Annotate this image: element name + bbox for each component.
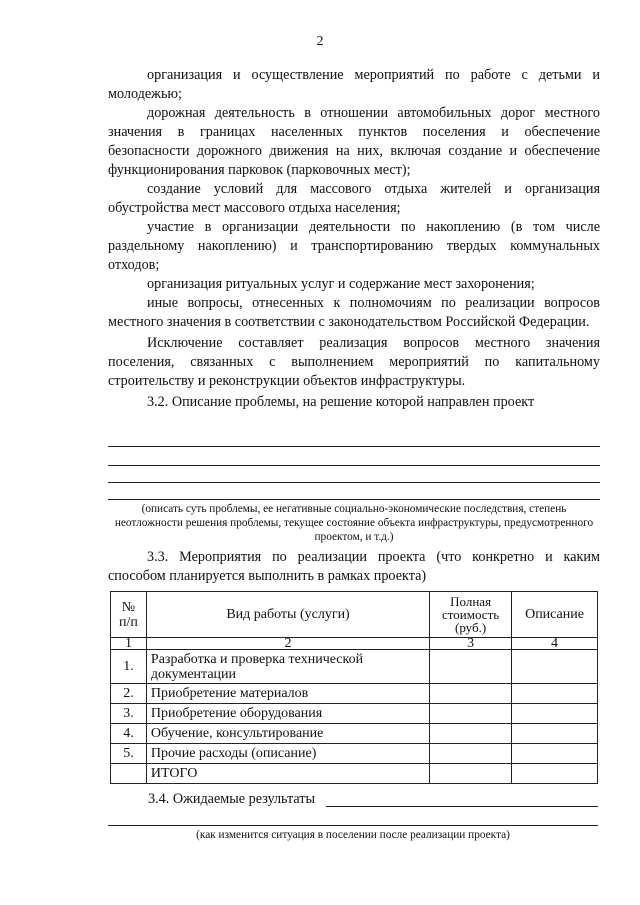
paragraph: организация и осуществление мероприятий по работе с детьми и молодежью;	[108, 67, 600, 102]
fill-line	[108, 482, 600, 483]
page-number: 2	[316, 34, 324, 49]
section-3-2-label: 3.2. Описание проблемы, на решение которой направлен проект	[147, 394, 535, 410]
table-row	[111, 744, 598, 764]
row-work: Приобретение оборудования	[146, 704, 429, 724]
row-cost	[430, 724, 512, 744]
paragraph: создание условий для массового отдыха жителей и организация обустройства мест массового отдыха населения;	[108, 181, 600, 216]
fill-line	[108, 465, 600, 466]
paragraph: участие в организации деятельности по накоплению (в том числе раздельному накоплению) и транспортированию твердых коммунальных отходов;	[108, 219, 600, 273]
header-num: № п/п	[111, 592, 147, 638]
row-work: Обучение, консультирование	[146, 724, 429, 744]
paragraph: иные вопросы, отнесенных к полномочиям по реализации вопросов местного значения в соответствии с законодательством Российской Федерации.	[108, 295, 600, 330]
row-num: 2.	[111, 684, 147, 704]
table-row	[111, 650, 598, 684]
row-cost	[430, 744, 512, 764]
document-body	[108, 66, 600, 412]
total-row	[111, 764, 598, 784]
row-cost	[430, 704, 512, 724]
total-label: ИТОГО	[146, 764, 429, 784]
header-description: Описание	[512, 592, 598, 638]
paragraph: Исключение составляет реализация вопросов местного значения поселения, связанных с выполнением мероприятий по капитальному строительству и реконструкции объектов инфраструктуры.	[108, 335, 600, 389]
total-cost	[430, 764, 512, 784]
fill-line	[108, 499, 600, 500]
table-header-row	[111, 592, 598, 638]
header-work: Вид работы (услуги)	[146, 592, 429, 638]
row-work: Разработка и проверка технической документации	[146, 650, 429, 684]
row-work: Приобретение материалов	[146, 684, 429, 704]
row-work: Прочие расходы (описание)	[146, 744, 429, 764]
row-description	[512, 724, 598, 744]
table-row	[111, 684, 598, 704]
column-number: 1	[111, 638, 147, 650]
section-3-4-caption: (как изменится ситуация в поселении после реализации проекта)	[196, 829, 510, 841]
fill-line	[108, 446, 600, 447]
paragraph: организация ритуальных услуг и содержание мест захоронения;	[147, 276, 535, 292]
section-3-3-label: 3.3. Мероприятия по реализации проекта (что конкретно и каким способом планируется выполнить в рамках проекта)	[108, 549, 600, 584]
section-3-4-label: 3.4. Ожидаемые результаты	[148, 791, 316, 807]
paragraph: дорожная деятельность в отношении автомобильных дорог местного значения в границах населенных пунктов поселения и обеспечение безопасности дорожного движения на них, включая создание и обеспечение функционирования парковок (парковочных мест);	[108, 105, 600, 178]
row-description	[512, 744, 598, 764]
row-num: 4.	[111, 724, 147, 744]
row-description	[512, 704, 598, 724]
total-description	[512, 764, 598, 784]
header-cost: Полная стоимость (руб.)	[430, 592, 512, 638]
row-description	[512, 650, 598, 684]
column-number: 2	[146, 638, 429, 650]
total-num	[111, 764, 147, 784]
table-row	[111, 724, 598, 744]
column-number: 4	[512, 638, 598, 650]
row-num: 1.	[111, 650, 147, 684]
row-cost	[430, 684, 512, 704]
row-num: 5.	[111, 744, 147, 764]
row-cost	[430, 650, 512, 684]
fill-line	[108, 825, 598, 826]
row-num: 3.	[111, 704, 147, 724]
section-3-2-caption: (описать суть проблемы, ее негативные социально-экономические последствия, степень неотложности решения проблемы, текущее состояние объекта инфраструктуры, предусмотренного проектом, и т.д.)	[114, 503, 594, 543]
column-number-row	[111, 638, 598, 650]
works-table	[110, 591, 598, 784]
table-row	[111, 704, 598, 724]
fill-line	[326, 806, 598, 807]
row-description	[512, 684, 598, 704]
column-number: 3	[430, 638, 512, 650]
